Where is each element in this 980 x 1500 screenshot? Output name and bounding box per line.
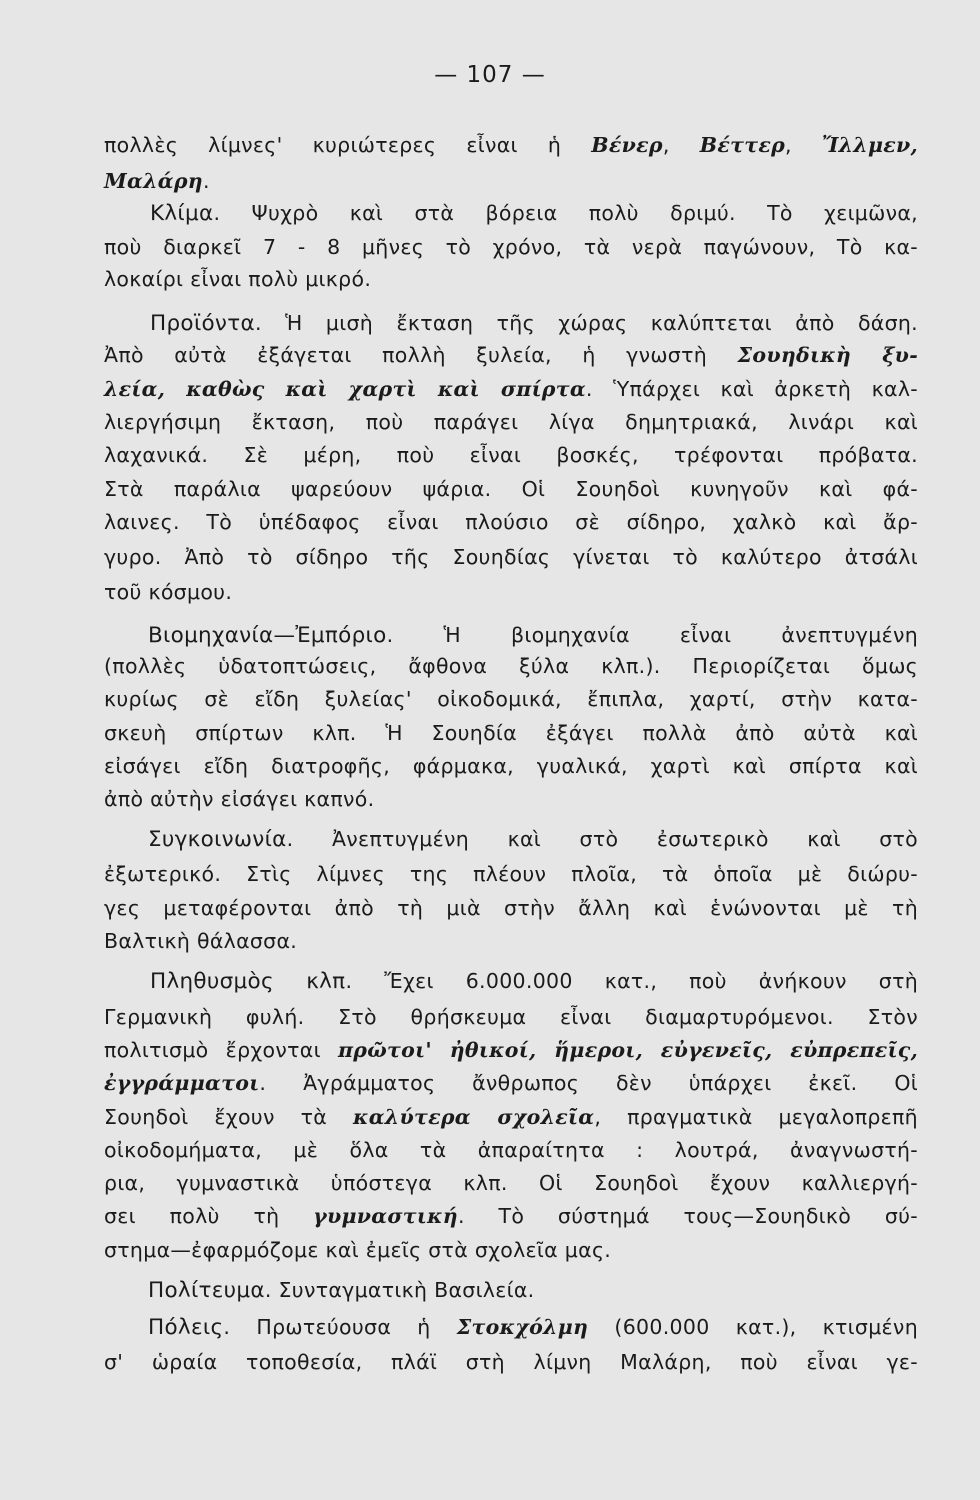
section-heading: Προϊόντα: [150, 311, 255, 336]
section-heading: Κλίμα: [150, 201, 214, 226]
text-segment: . Τὸ σύστημά τους—Σουηδικὸ σύ-: [457, 1204, 919, 1228]
text-line: [104, 1033, 918, 1067]
text-segment: στημα—ἐφαρμόζομε καὶ ἐμεῖς στὰ σχολεῖα μας.: [104, 1238, 612, 1262]
text-line: [104, 1199, 918, 1233]
text-line: [104, 682, 918, 716]
text-segment: γυρο. Ἀπὸ τὸ σίδηρο τῆς Σουηδίας γίνεται τὸ καλύτερο ἀτσάλι: [104, 545, 918, 569]
italic-term: ἐγγράμματοι: [104, 1071, 260, 1095]
text-segment: λαχανικά. Σὲ μέρη, ποὺ εἶναι βοσκές, τρέφονται πρόβατα.: [104, 443, 918, 467]
text-line: [104, 372, 918, 406]
text-segment: . Ψυχρὸ καὶ στὰ βόρεια πολὺ δριμύ. Τὸ χειμῶνα,: [213, 201, 918, 225]
text-segment: κυρίως σὲ εἴδη ξυλείας' οἰκοδομικά, ἔπιπλα, χαρτί, στὴν κατα-: [104, 687, 918, 711]
text-line: [104, 716, 918, 750]
section-heading: Βιομηχανία—Ἐμπόριο: [148, 623, 387, 648]
text-line: [150, 306, 918, 340]
text-line: [104, 782, 918, 816]
text-line: [104, 1000, 918, 1034]
text-segment: ,: [662, 133, 700, 157]
text-line: [104, 1345, 918, 1379]
text-segment: . Συνταγματικὴ Βασιλεία.: [264, 1278, 535, 1302]
text-line: [150, 196, 918, 230]
text-line: [104, 749, 918, 783]
text-segment: Βαλτικὴ θάλασσα.: [104, 929, 298, 953]
text-line: [104, 649, 918, 683]
text-segment: σει πολὺ τὴ: [104, 1204, 314, 1228]
section-heading: Πόλεις: [148, 1315, 224, 1340]
italic-term: Βέττερ: [699, 133, 786, 157]
text-segment: γες μεταφέρονται ἀπὸ τὴ μιὰ στὴν ἄλλη καὶ ἑνώνονται μὲ τὴ: [104, 896, 918, 920]
italic-term: Σουηδικὴ ξυ-: [737, 343, 918, 367]
text-line: [150, 964, 918, 998]
text-line: [148, 1273, 918, 1307]
text-segment: . Πρωτεύουσα ἡ: [223, 1315, 457, 1339]
text-line: [104, 575, 918, 609]
text-segment: σ' ὡραία τοποθεσία, πλάϊ στὴ λίμνη Μαλάρη, ποὺ εἶναι γε-: [104, 1350, 918, 1374]
italic-term: Ἴλλμεν,: [821, 133, 918, 157]
text-line: [104, 1133, 918, 1167]
italic-term: λεία, καθὼς καὶ χαρτὶ καὶ σπίρτα: [104, 377, 586, 401]
text-segment: τοῦ κόσμου.: [104, 580, 233, 604]
text-line: [104, 164, 918, 198]
italic-term: Μαλάρη: [104, 169, 203, 193]
text-segment: . Ἡ μισὴ ἔκταση τῆς χώρας καλύπτεται ἀπὸ δάση.: [254, 311, 918, 335]
text-segment: ποὺ διαρκεῖ 7 - 8 μῆνες τὸ χρόνο, τὰ νερὰ παγώνουν, Τὸ κα-: [104, 235, 918, 259]
text-segment: , πραγματικὰ μεγαλοπρεπῆ: [594, 1105, 918, 1129]
text-line: [104, 505, 918, 539]
text-segment: . Ἡ βιομηχανία εἶναι ἀνεπτυγμένη: [386, 623, 918, 647]
italic-term: Στοκχόλμη: [456, 1315, 589, 1339]
text-segment: λοκαίρι εἶναι πολὺ μικρό.: [104, 267, 372, 291]
text-line: [104, 1100, 918, 1134]
italic-term: πρῶτοι' ἠθικοί, ἥμεροι, εὐγενεῖς, εὐπρεπεῖς,: [337, 1038, 919, 1062]
text-line: [104, 128, 918, 162]
text-segment: . Ὑπάρχει καὶ ἀρκετὴ καλ-: [585, 377, 918, 401]
text-segment: εἰσάγει εἴδη διατροφῆς, φάρμακα, γυαλικά, χαρτὶ καὶ σπίρτα καὶ: [104, 754, 918, 778]
text-segment: πολιτισμὸ ἔρχονται: [104, 1038, 338, 1062]
text-segment: (600.000 κατ.), κτισμένη: [588, 1315, 918, 1339]
text-segment: (πολλὲς ὑδατοπτώσεις, ἄφθονα ξύλα κλπ.). Περιορίζεται ὅμως: [104, 654, 918, 678]
text-line: [104, 405, 918, 439]
text-segment: . Ἀγράμματος ἄνθρωπος δὲν ὑπάρχει ἐκεῖ. Οἱ: [259, 1071, 918, 1095]
text-line: [104, 438, 918, 472]
text-line: [104, 891, 918, 925]
text-segment: πολλὲς λίμνες' κυριώτερες εἶναι ἡ: [104, 133, 592, 157]
italic-term: καλύτερα σχολεῖα: [353, 1105, 595, 1129]
text-segment: σκευὴ σπίρτων κλπ. Ἡ Σουηδία ἐξάγει πολλὰ ἀπὸ αὐτὰ καὶ: [104, 721, 918, 745]
text-segment: ἐξωτερικό. Στὶς λίμνες της πλέουν πλοῖα, τὰ ὁποῖα μὲ διώρυ-: [104, 862, 918, 886]
text-segment: . Ἀνεπτυγμένη καὶ στὸ ἐσωτερικὸ καὶ στὸ: [286, 827, 918, 851]
italic-term: γυμναστική: [313, 1204, 458, 1228]
text-line: [104, 262, 918, 296]
text-segment: Στὰ παράλια ψαρεύουν ψάρια. Οἱ Σουηδοὶ κυνηγοῦν καὶ φά-: [104, 477, 918, 501]
text-line: [148, 822, 918, 856]
section-heading: Πολίτευμα: [148, 1278, 265, 1303]
page-number: — 107 —: [434, 62, 546, 88]
text-segment: ἀπὸ αὐτὴν εἰσάγει καπνό.: [104, 787, 375, 811]
text-line: [104, 540, 918, 574]
text-line: [104, 924, 918, 958]
text-line: [104, 472, 918, 506]
text-line: [104, 1066, 918, 1100]
text-line: [104, 1233, 918, 1267]
text-segment: λιεργήσιμη ἔκταση, ποὺ παράγει λίγα δημητριακά, λινάρι καὶ: [104, 410, 918, 434]
italic-term: Βένερ: [591, 133, 663, 157]
text-segment: . Ἔχει 6.000.000 κατ., ποὺ ἀνήκουν στὴ: [345, 969, 919, 993]
text-line: [104, 857, 918, 891]
text-segment: ,: [785, 133, 822, 157]
section-heading: Συγκοινωνία: [148, 827, 287, 852]
text-segment: οἰκοδομήματα, μὲ ὅλα τὰ ἀπαραίτητα : λουτρά, ἀναγνωστή-: [104, 1138, 918, 1162]
text-segment: λαινες. Τὸ ὑπέδαφος εἶναι πλούσιο σὲ σίδηρο, χαλκὸ καὶ ἄρ-: [104, 510, 918, 534]
text-segment: ρια, γυμναστικὰ ὑπόστεγα κλπ. Οἱ Σουηδοὶ ἔχουν καλλιεργή-: [104, 1171, 918, 1195]
section-heading: Πληθυσμὸς κλπ: [150, 969, 346, 994]
text-line: [104, 338, 918, 372]
text-segment: .: [202, 169, 210, 193]
text-segment: Σουηδοὶ ἔχουν τὰ: [104, 1105, 354, 1129]
text-segment: Ἀπὸ αὐτὰ ἐξάγεται πολλὴ ξυλεία, ἡ γνωστὴ: [104, 343, 738, 367]
text-line: [148, 1310, 918, 1344]
text-line: [148, 618, 918, 652]
text-line: [104, 1166, 918, 1200]
text-line: [104, 230, 918, 264]
text-segment: Γερμανικὴ φυλή. Στὸ θρήσκευμα εἶναι διαμαρτυρόμενοι. Στὸν: [104, 1005, 918, 1029]
